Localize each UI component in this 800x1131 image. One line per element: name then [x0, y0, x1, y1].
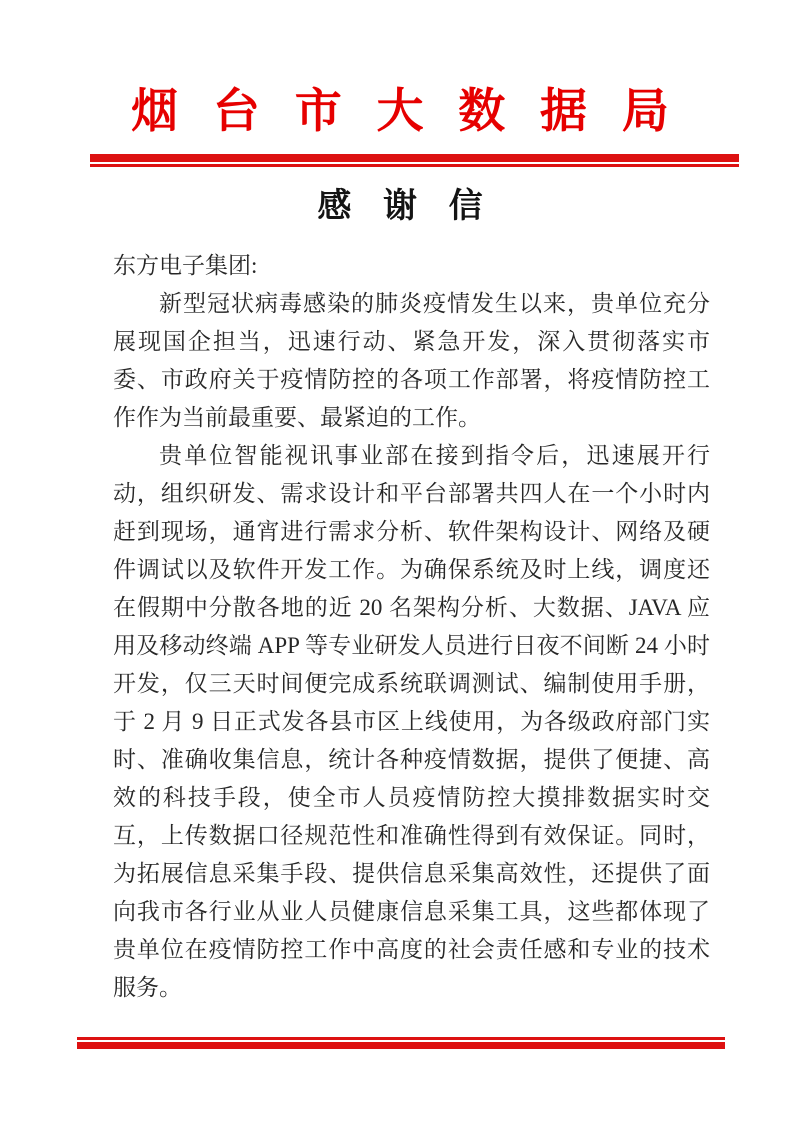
salutation: 东方电子集团: — [113, 253, 258, 278]
paragraph-2: 贵单位智能视讯事业部在接到指令后，迅速展开行动，组织研发、需求设计和平台部署共四人在一个小时内赶到现场，通宵进行需求分析、软件架构设计、网络及硬件调试以及软件开发工作。为确保系统及时上线，调度还在假期中分散各地的近 20 名架构分析、大数据、JAVA 应用及移动终端 APP 等专业研发人员进行日夜不间断 24 小时开发，仅三天时间便完成系统联调测试、编制使用手册，于 2 月 9 日正式发各县市区上线使用，为各级政府部门实时、准确收集信息，统计各种疫情数据，提供了便捷、高效的科技手段，使全市人员疫情防控大摸排数据实时交互，上传数据口径规范性和准确性得到有效保证。同时，为拓展信息采集手段、提供信息采集高效性，还提供了面向我市各行业从业人员健康信息采集工具，这些都体现了贵单位在疫情防控工作中高度的社会责任感和专业的技术服务。 — [113, 443, 710, 1000]
agency-letterhead-title: 烟台市大数据局 — [131, 86, 704, 138]
paragraph-1: 新型冠状病毒感染的肺炎疫情发生以来，贵单位充分展现国企担当，迅速行动、紧急开发，深入贯彻落实市委、市政府关于疫情防控的各项工作部署，将疫情防控工作作为当前最重要、最紧迫的工作。 — [113, 291, 710, 430]
letter-body — [113, 247, 710, 1007]
letterhead-divider-thick-bar — [90, 154, 739, 162]
footer-divider — [77, 1037, 725, 1049]
footer-divider-thick-bar — [77, 1042, 725, 1049]
letterhead-divider-thin-bar — [90, 164, 739, 167]
letterhead-divider — [90, 154, 739, 167]
letter-title: 感谢信 — [317, 188, 515, 225]
